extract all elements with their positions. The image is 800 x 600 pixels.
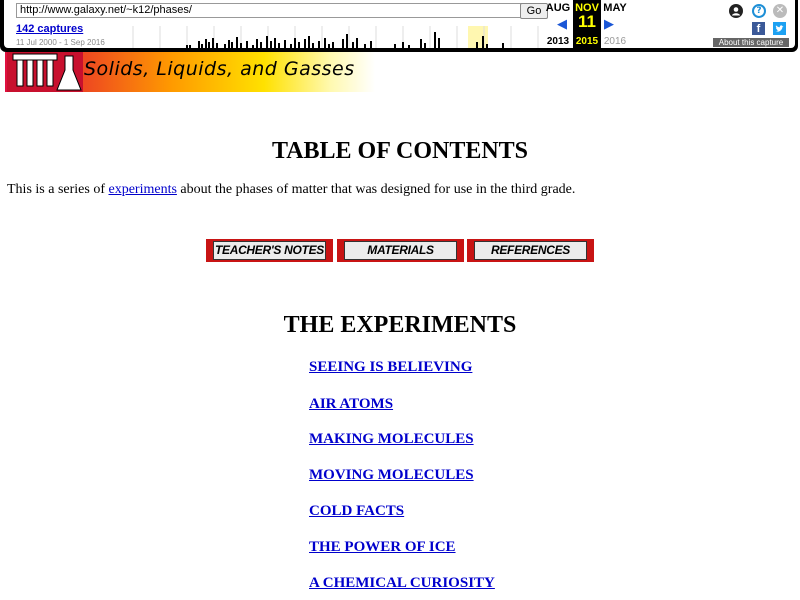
sparkline-bar bbox=[420, 39, 422, 48]
sparkline-bar bbox=[189, 45, 191, 48]
sparkline-bar bbox=[486, 44, 488, 48]
sparkline-bar bbox=[228, 40, 230, 48]
next-month-label[interactable]: MAY bbox=[603, 2, 627, 14]
intro-text-end: about the phases of matter that was designed for use in the third grade. bbox=[176, 182, 576, 197]
sparkline-bar bbox=[356, 38, 358, 48]
user-glyph-icon bbox=[729, 4, 743, 18]
materials-label: MATERIALS bbox=[344, 241, 457, 260]
sparkline-bar bbox=[208, 42, 210, 48]
twitter-icon[interactable] bbox=[773, 22, 786, 35]
next-capture-arrow-icon[interactable]: ▶ bbox=[604, 17, 614, 32]
toc-heading: TABLE OF CONTENTS bbox=[271, 138, 529, 164]
sparkline-bar bbox=[408, 45, 410, 48]
help-icon[interactable]: ? bbox=[752, 4, 766, 18]
sparkline-bar bbox=[364, 44, 366, 48]
capture-sparkline[interactable] bbox=[106, 20, 546, 48]
sparkline-bar bbox=[290, 44, 292, 48]
sparkline-bar bbox=[370, 41, 372, 48]
sparkline-bar bbox=[424, 43, 426, 48]
sparkline-bar bbox=[304, 39, 306, 48]
sparkline-bar bbox=[342, 39, 344, 48]
experiment-link-air-atoms[interactable]: AIR ATOMS bbox=[309, 396, 394, 412]
sparkline-bar bbox=[482, 36, 484, 48]
intro-paragraph bbox=[7, 182, 575, 198]
user-icon[interactable] bbox=[729, 4, 743, 18]
experiments-link[interactable]: experiments bbox=[108, 182, 177, 197]
sparkline-bar bbox=[216, 43, 218, 48]
experiments-heading: THE EXPERIMENTS bbox=[283, 312, 517, 338]
sparkline-bar bbox=[201, 44, 203, 48]
references-label: REFERENCES bbox=[474, 241, 587, 260]
sparkline-bar bbox=[308, 36, 310, 48]
sparkline-bar bbox=[476, 42, 478, 48]
capture-date-range: 11 Jul 2000 - 1 Sep 2016 bbox=[16, 38, 105, 47]
captures-link[interactable]: 142 captures bbox=[16, 23, 84, 35]
sparkline-bar bbox=[438, 38, 440, 48]
sparkline-bar bbox=[246, 41, 248, 48]
twitter-bird-icon bbox=[773, 22, 786, 35]
sparkline-bar bbox=[298, 42, 300, 48]
close-icon[interactable]: ✕ bbox=[773, 4, 787, 18]
sparkline-bar bbox=[294, 38, 296, 48]
intro-text-start: This is a series of bbox=[7, 182, 109, 197]
sparkline-bar bbox=[324, 38, 326, 48]
sparkline-bar bbox=[231, 42, 233, 48]
sparkline-bar bbox=[252, 45, 254, 48]
sparkline-bar bbox=[278, 43, 280, 48]
sparkline-bar bbox=[240, 43, 242, 48]
current-month-label: NOV bbox=[575, 2, 599, 14]
sparkline-bar bbox=[502, 43, 504, 48]
sparkline-bar bbox=[352, 42, 354, 48]
sparkline-bar bbox=[260, 42, 262, 48]
materials-button[interactable] bbox=[337, 239, 464, 262]
experiment-link-moving-molecules[interactable]: MOVING MOLECULES bbox=[309, 467, 474, 483]
sparkline-bar bbox=[332, 42, 334, 48]
references-button[interactable] bbox=[467, 239, 594, 262]
experiment-link-power-of-ice[interactable]: THE POWER OF ICE bbox=[309, 539, 456, 555]
teachers-notes-label: TEACHER'S NOTES bbox=[213, 241, 326, 260]
current-day-label: 11 bbox=[578, 12, 596, 31]
experiment-link-seeing-is-believing[interactable]: SEEING IS BELIEVING bbox=[309, 359, 473, 375]
wayback-toolbar-panel bbox=[4, 0, 795, 48]
teachers-notes-button[interactable] bbox=[206, 239, 333, 262]
sparkline-bar bbox=[205, 39, 207, 48]
sparkline-bar bbox=[236, 37, 238, 48]
sparkline-bar bbox=[274, 38, 276, 48]
site-banner bbox=[5, 52, 375, 92]
sparkline-bar bbox=[318, 41, 320, 48]
current-year-label: 2015 bbox=[575, 36, 599, 47]
next-year-label[interactable]: 2016 bbox=[603, 36, 627, 47]
go-button[interactable]: Go bbox=[520, 3, 548, 19]
sparkline-bars bbox=[186, 32, 504, 48]
sparkline-bar bbox=[394, 44, 396, 48]
sparkline-bar bbox=[328, 44, 330, 48]
banner-title: Solids, Liquids, and Gasses bbox=[84, 58, 355, 80]
sparkline-bar bbox=[256, 39, 258, 48]
sparkline-bar bbox=[402, 42, 404, 48]
sparkline-bar bbox=[266, 36, 268, 48]
lab-glassware-icon bbox=[7, 52, 83, 92]
sparkline-bar bbox=[198, 41, 200, 48]
experiment-link-chemical-curiosity[interactable]: A CHEMICAL CURIOSITY bbox=[309, 575, 495, 591]
sparkline-bar bbox=[434, 32, 436, 48]
url-input[interactable]: http://www.galaxy.net/~k12/phases/ bbox=[16, 3, 522, 18]
facebook-icon[interactable]: f bbox=[752, 22, 765, 35]
about-capture-button[interactable]: About this capture bbox=[713, 38, 789, 47]
prev-year-label[interactable]: 2013 bbox=[546, 36, 570, 47]
experiment-link-making-molecules[interactable]: MAKING MOLECULES bbox=[309, 431, 474, 447]
prev-month-label[interactable]: AUG bbox=[545, 2, 571, 14]
sparkline-bar bbox=[312, 43, 314, 48]
experiment-link-cold-facts[interactable]: COLD FACTS bbox=[309, 503, 405, 519]
sparkline-bar bbox=[270, 41, 272, 48]
sparkline-bar bbox=[284, 40, 286, 48]
wayback-toolbar bbox=[0, 0, 798, 52]
sparkline-bar bbox=[212, 38, 214, 48]
sparkline-bar bbox=[346, 34, 348, 48]
prev-capture-arrow-icon[interactable]: ◀ bbox=[557, 17, 567, 32]
sparkline-bar bbox=[186, 45, 188, 48]
sparkline-bar bbox=[224, 44, 226, 48]
